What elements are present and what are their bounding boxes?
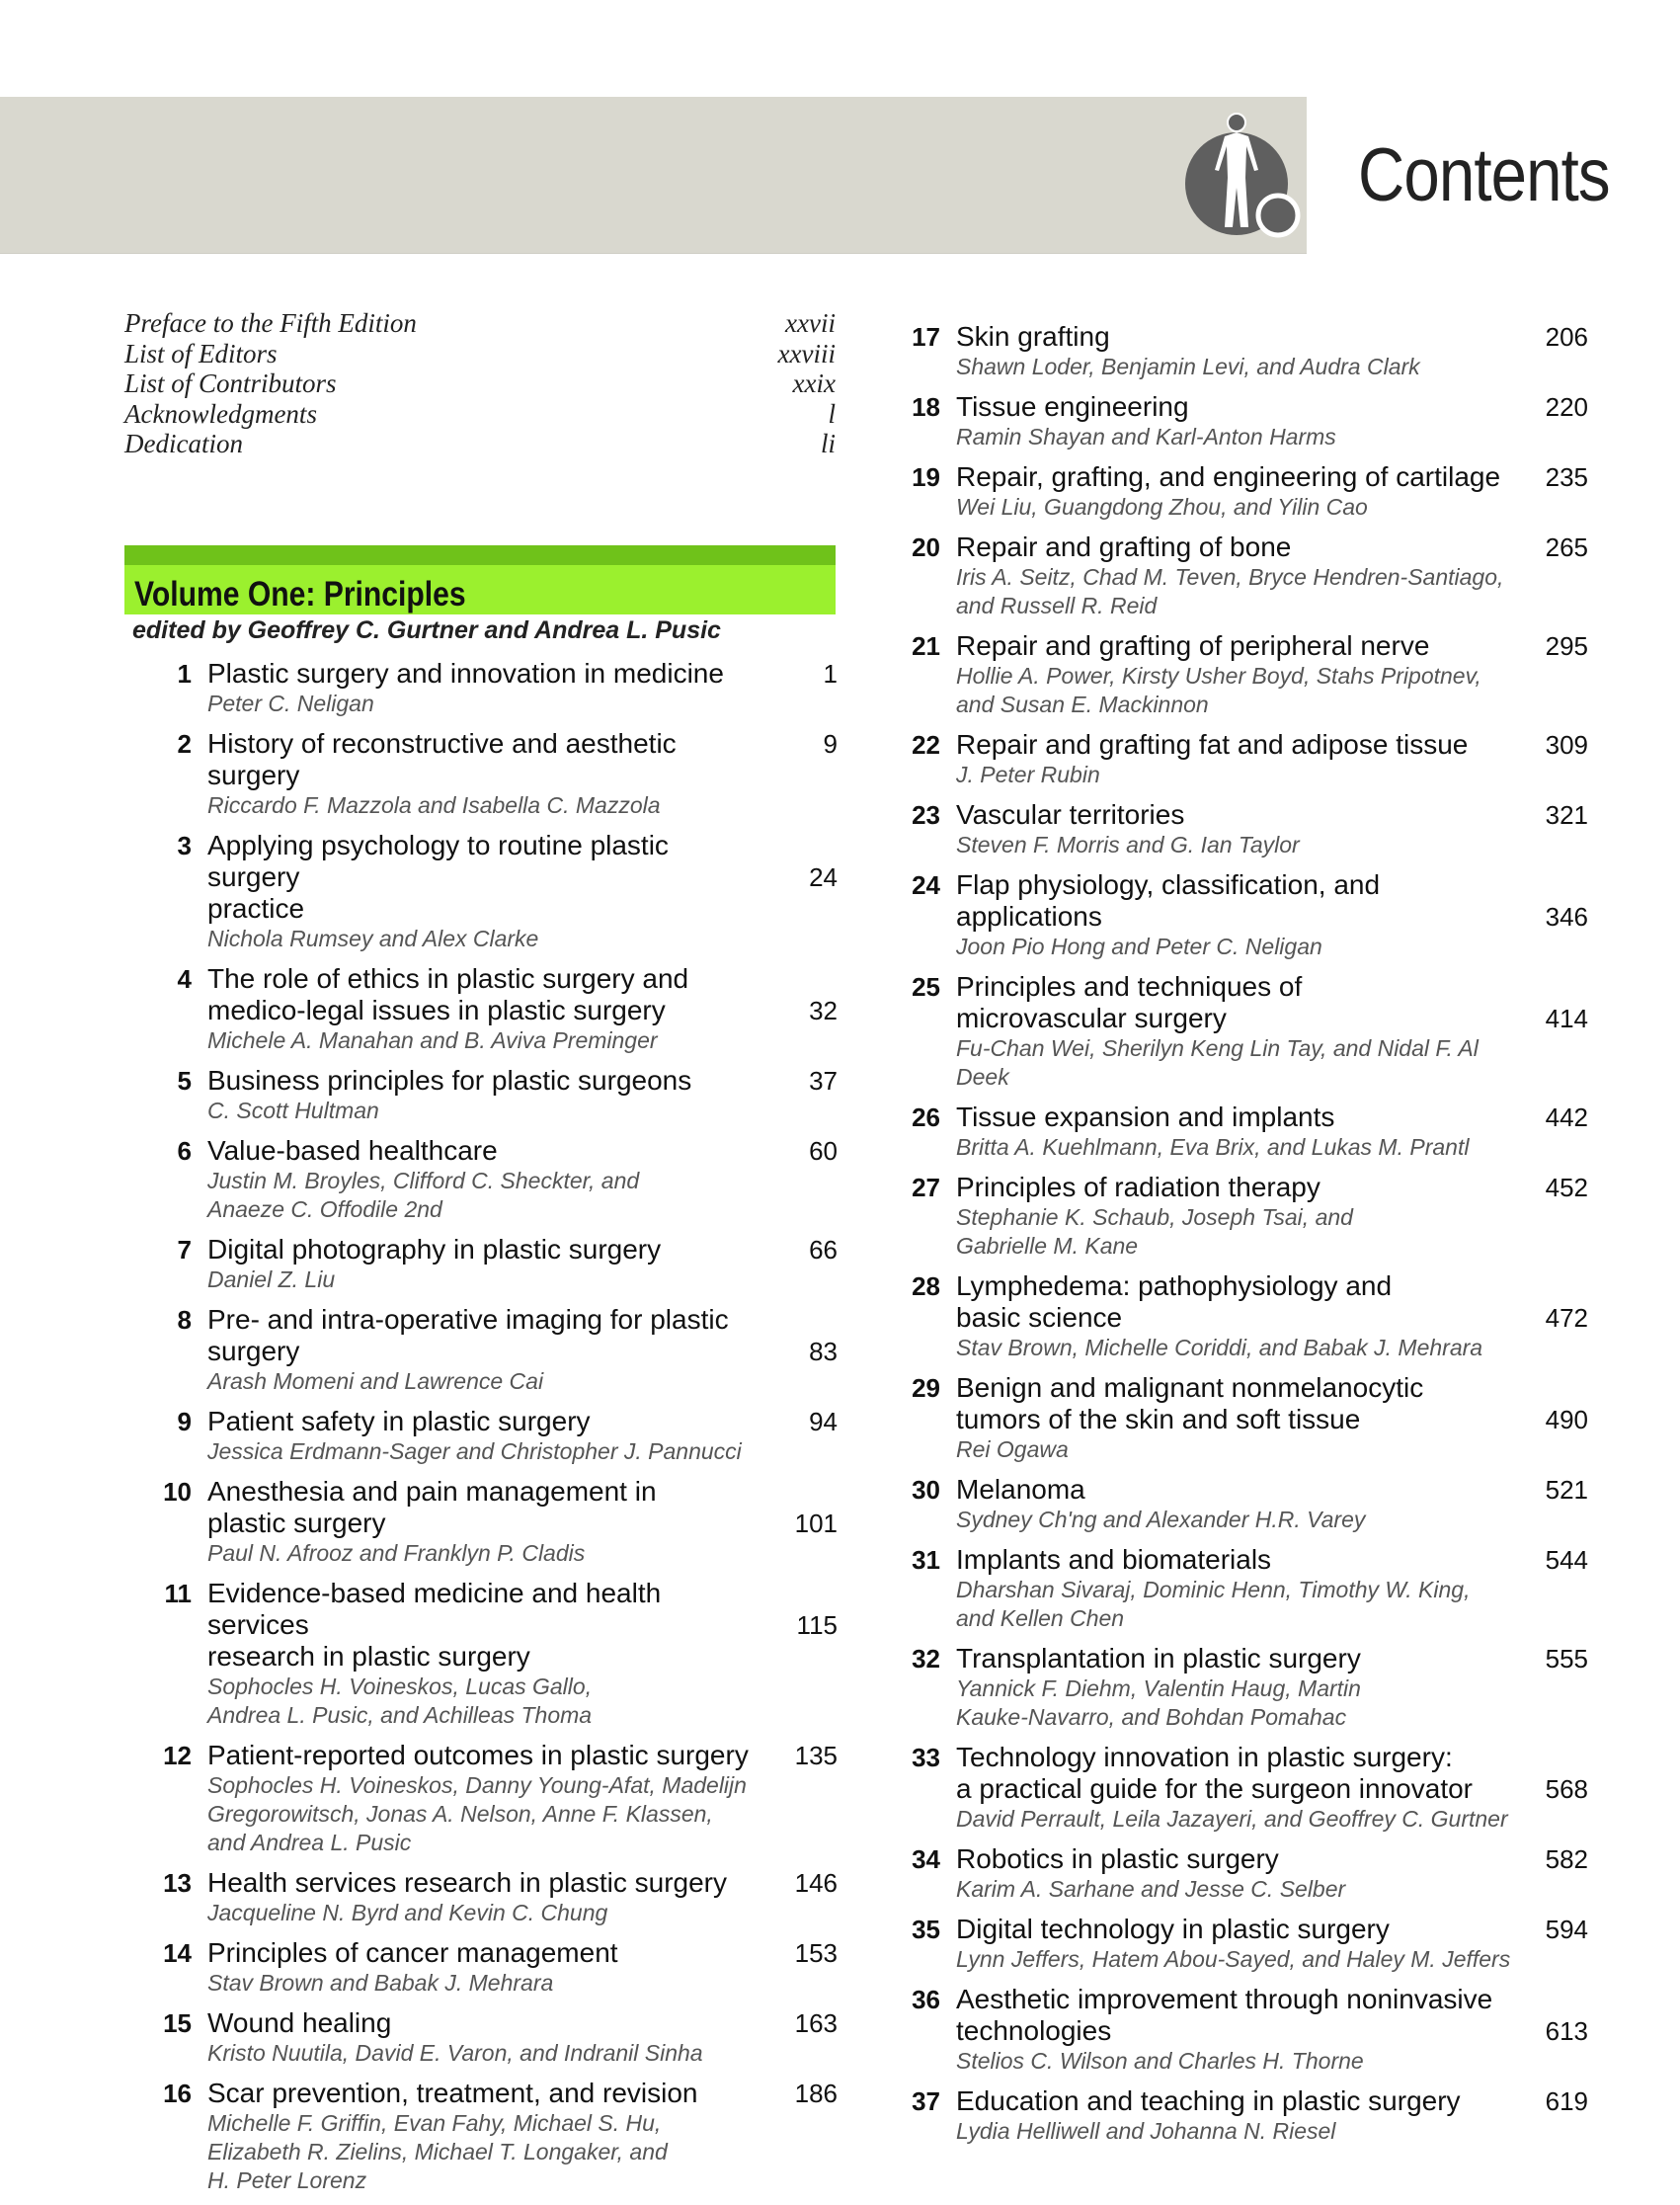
chapter-entry[interactable]	[907, 1544, 1588, 1633]
chapter-entry[interactable]	[158, 1740, 838, 1857]
front-matter-item[interactable]	[124, 339, 836, 369]
chapter-title: Pre- and intra-operative imaging for plastic	[207, 1304, 729, 1335]
chapter-entry[interactable]	[158, 728, 838, 820]
chapter-page: 206	[1545, 322, 1588, 352]
chapter-title: research in plastic surgery	[207, 1641, 530, 1672]
chapter-entry[interactable]	[907, 729, 1588, 789]
chapter-page: 594	[1545, 1915, 1588, 1944]
front-matter-item[interactable]	[124, 308, 836, 339]
chapter-page: 295	[1545, 631, 1588, 661]
chapter-title: basic science	[956, 1302, 1123, 1333]
chapter-title: Principles of radiation therapy	[956, 1172, 1320, 1202]
chapter-title: Skin grafting	[956, 321, 1110, 352]
front-matter-page: xxviii	[777, 338, 836, 368]
chapter-page: 24	[809, 862, 838, 892]
chapter-authors: Britta A. Kuehlmann, Eva Brix, and Lukas M. Prantl	[956, 1134, 1470, 1160]
chapter-page: 101	[794, 1509, 838, 1538]
chapter-authors: Ramin Shayan and Karl-Anton Harms	[956, 424, 1336, 449]
chapter-authors: Lydia Helliwell and Johanna N. Riesel	[956, 2118, 1336, 2144]
chapter-title: Vascular territories	[956, 799, 1185, 830]
chapter-authors: H. Peter Lorenz	[207, 2167, 367, 2193]
chapter-authors: Justin M. Broyles, Clifford C. Sheckter, and	[207, 1168, 640, 1193]
chapter-authors: Iris A. Seitz, Chad M. Teven, Bryce Hendren-Santiago,	[956, 564, 1504, 590]
chapter-authors: and Russell R. Reid	[956, 593, 1158, 618]
chapter-number: 2	[177, 729, 192, 759]
chapter-title: plastic surgery	[207, 1508, 386, 1538]
chapter-page: 346	[1545, 902, 1588, 932]
chapter-page: 220	[1545, 392, 1588, 422]
chapter-title: Implants and biomaterials	[956, 1544, 1272, 1575]
chapter-number: 26	[912, 1102, 940, 1132]
chapter-number: 6	[177, 1136, 192, 1166]
chapter-entry[interactable]	[907, 531, 1588, 620]
chapter-authors: Wei Liu, Guangdong Zhou, and Yilin Cao	[956, 494, 1368, 520]
chapter-entry[interactable]	[907, 1914, 1588, 1974]
chapter-number: 35	[912, 1915, 940, 1944]
chapter-number: 31	[912, 1545, 940, 1575]
chapter-number: 4	[177, 964, 192, 994]
chapter-page: 115	[796, 1610, 838, 1640]
chapter-title: The role of ethics in plastic surgery and	[207, 963, 689, 994]
chapter-page: 135	[794, 1741, 838, 1770]
chapter-entry[interactable]	[907, 630, 1588, 719]
chapter-number: 5	[177, 1066, 192, 1096]
chapter-entry[interactable]	[907, 1643, 1588, 1732]
chapter-number: 37	[912, 2086, 940, 2116]
front-matter-page: xxvii	[785, 308, 836, 338]
chapter-entry[interactable]	[907, 1984, 1588, 2076]
front-matter-label: Preface to the Fifth Edition	[124, 308, 417, 338]
chapter-authors: Michelle F. Griffin, Evan Fahy, Michael S. Hu,	[207, 2110, 662, 2136]
chapter-entry[interactable]	[907, 1172, 1588, 1261]
front-matter-list	[124, 308, 836, 459]
chapter-authors: and Susan E. Mackinnon	[956, 692, 1209, 717]
chapter-number: 7	[177, 1235, 192, 1265]
chapter-number: 16	[163, 2079, 192, 2108]
chapter-entry[interactable]	[158, 1135, 838, 1224]
chapter-authors: Stav Brown and Babak J. Mehrara	[207, 1970, 554, 1996]
chapter-entry[interactable]	[907, 971, 1588, 1092]
chapter-entry[interactable]	[907, 1843, 1588, 1904]
chapter-entry[interactable]	[158, 1578, 838, 1730]
chapter-authors: Peter C. Neligan	[207, 691, 374, 716]
human-figure-logo-icon	[1181, 109, 1304, 239]
chapter-page: 1	[823, 659, 838, 689]
chapter-authors: Jessica Erdmann-Sager and Christopher J. Pannucci	[207, 1438, 742, 1464]
chapter-page: 60	[809, 1136, 838, 1166]
chapter-title: Technology innovation in plastic surgery:	[956, 1742, 1453, 1772]
chapter-title: practice	[207, 893, 305, 924]
chapter-authors: Joon Pio Hong and Peter C. Neligan	[956, 934, 1322, 959]
chapter-authors: Yannick F. Diehm, Valentin Haug, Martin	[956, 1675, 1361, 1701]
chapter-page: 235	[1545, 462, 1588, 492]
chapter-authors: Sydney Ch'ng and Alexander H.R. Varey	[956, 1507, 1366, 1532]
front-matter-page: xxix	[792, 368, 836, 398]
chapter-entry[interactable]	[907, 461, 1588, 522]
chapter-authors: Riccardo F. Mazzola and Isabella C. Mazzola	[207, 792, 661, 818]
front-matter-label: Acknowledgments	[124, 398, 317, 429]
chapter-number: 34	[912, 1844, 940, 1874]
chapter-title: applications	[956, 901, 1102, 932]
chapter-title: Patient safety in plastic surgery	[207, 1406, 591, 1436]
chapters-column-left	[158, 658, 838, 2205]
front-matter-item[interactable]	[124, 429, 836, 459]
chapter-entry[interactable]	[158, 963, 838, 1055]
chapter-entry[interactable]	[158, 1867, 838, 1927]
chapter-title: Tissue engineering	[956, 391, 1189, 422]
chapter-title: Plastic surgery and innovation in medicine	[207, 658, 724, 689]
chapter-entry[interactable]	[158, 830, 838, 953]
chapter-number: 17	[912, 322, 940, 352]
chapter-title: Scar prevention, treatment, and revision	[207, 2078, 698, 2108]
chapter-authors: Sophocles H. Voineskos, Lucas Gallo,	[207, 1674, 593, 1699]
chapter-authors: and Kellen Chen	[956, 1605, 1125, 1631]
chapter-title: Business principles for plastic surgeons	[207, 1065, 692, 1096]
chapter-authors: Kristo Nuutila, David E. Varon, and Indranil Sinha	[207, 2040, 703, 2066]
chapter-authors: Shawn Loder, Benjamin Levi, and Audra Clark	[956, 354, 1420, 379]
chapter-authors: Anaeze C. Offodile 2nd	[207, 1196, 442, 1222]
chapter-title: Melanoma	[956, 1474, 1085, 1505]
chapter-authors: Lynn Jeffers, Hatem Abou-Sayed, and Haley M. Jeffers	[956, 1946, 1511, 1972]
chapter-authors: Rei Ogawa	[956, 1436, 1069, 1462]
chapter-number: 14	[163, 1938, 192, 1968]
page-title: Contents	[1358, 133, 1610, 217]
chapter-entry[interactable]	[158, 2007, 838, 2068]
chapter-page: 613	[1545, 2016, 1588, 2046]
chapter-entry[interactable]	[907, 1742, 1588, 1834]
chapter-page: 146	[794, 1868, 838, 1898]
chapter-entry[interactable]	[907, 391, 1588, 451]
chapter-entry[interactable]	[907, 1372, 1588, 1464]
chapter-title: Applying psychology to routine plastic surgery	[207, 830, 669, 892]
chapter-page: 83	[809, 1337, 838, 1366]
chapters-column-right	[907, 321, 1588, 2156]
chapter-page: 309	[1545, 730, 1588, 760]
chapter-page: 414	[1545, 1004, 1588, 1033]
chapter-number: 13	[163, 1868, 192, 1898]
chapter-authors: Steven F. Morris and G. Ian Taylor	[956, 832, 1300, 858]
chapter-title: Anesthesia and pain management in	[207, 1476, 657, 1507]
chapter-number: 22	[912, 730, 940, 760]
chapter-entry[interactable]	[158, 2078, 838, 2195]
chapter-authors: Stav Brown, Michelle Coriddi, and Babak J. Mehrara	[956, 1335, 1483, 1360]
chapter-title: Value-based healthcare	[207, 1135, 498, 1166]
chapter-entry[interactable]	[907, 799, 1588, 859]
chapter-number: 8	[177, 1305, 192, 1335]
chapter-page: 555	[1545, 1644, 1588, 1674]
chapter-page: 568	[1545, 1774, 1588, 1804]
chapter-authors: Stelios C. Wilson and Charles H. Thorne	[956, 2048, 1364, 2074]
chapter-number: 19	[912, 462, 940, 492]
chapter-page: 521	[1545, 1475, 1588, 1505]
chapter-authors: Michele A. Manahan and B. Aviva Preminger	[207, 1027, 658, 1053]
chapter-title: Tissue expansion and implants	[956, 1102, 1335, 1132]
chapter-title: tumors of the skin and soft tissue	[956, 1404, 1361, 1434]
chapter-title: Wound healing	[207, 2007, 392, 2038]
chapter-entry[interactable]	[907, 1270, 1588, 1362]
chapter-page: 472	[1545, 1303, 1588, 1333]
chapter-authors: Arash Momeni and Lawrence Cai	[207, 1368, 544, 1394]
chapter-title: Digital technology in plastic surgery	[956, 1914, 1390, 1944]
chapter-authors: Gregorowitsch, Jonas A. Nelson, Anne F. Klassen,	[207, 1801, 713, 1827]
chapter-authors: Andrea L. Pusic, and Achilleas Thoma	[207, 1702, 593, 1728]
chapter-authors: Jacqueline N. Byrd and Kevin C. Chung	[207, 1900, 608, 1925]
chapter-entry[interactable]	[907, 1102, 1588, 1162]
chapter-page: 619	[1545, 2086, 1588, 2116]
volume-header	[124, 545, 836, 614]
chapter-entry[interactable]	[158, 1065, 838, 1125]
chapter-authors: Gabrielle M. Kane	[956, 1233, 1139, 1259]
chapter-entry[interactable]	[158, 1937, 838, 1998]
chapter-entry[interactable]	[907, 1474, 1588, 1534]
chapter-title: Lymphedema: pathophysiology and	[956, 1270, 1393, 1301]
chapter-title: a practical guide for the surgeon innovator	[956, 1773, 1473, 1804]
chapter-number: 24	[912, 870, 940, 900]
chapter-title: Robotics in plastic surgery	[956, 1843, 1279, 1874]
chapter-title: Repair and grafting of peripheral nerve	[956, 630, 1430, 661]
front-matter-item[interactable]	[124, 399, 836, 430]
chapter-authors: Nichola Rumsey and Alex Clarke	[207, 926, 539, 951]
chapter-number: 10	[163, 1477, 192, 1507]
chapter-entry[interactable]	[907, 869, 1588, 961]
chapter-title: Flap physiology, classification, and	[956, 869, 1381, 900]
chapter-entry[interactable]	[907, 321, 1588, 381]
chapter-number: 23	[912, 800, 940, 830]
chapter-number: 29	[912, 1373, 940, 1403]
chapter-number: 15	[163, 2008, 192, 2038]
chapter-number: 12	[163, 1741, 192, 1770]
chapter-number: 33	[912, 1743, 940, 1772]
chapter-authors: Hollie A. Power, Kirsty Usher Boyd, Stahs Pripotnev,	[956, 663, 1481, 689]
chapter-title: medico-legal issues in plastic surgery	[207, 995, 666, 1025]
chapter-page: 321	[1545, 800, 1588, 830]
chapter-title: Repair and grafting fat and adipose tissue	[956, 729, 1469, 760]
chapter-page: 544	[1545, 1545, 1588, 1575]
chapter-entry[interactable]	[907, 2085, 1588, 2146]
chapter-number: 32	[912, 1644, 940, 1674]
chapter-authors: Karim A. Sarhane and Jesse C. Selber	[956, 1876, 1346, 1902]
chapter-entry[interactable]	[158, 1304, 838, 1396]
chapter-number: 21	[912, 631, 940, 661]
chapter-title: Transplantation in plastic surgery	[956, 1643, 1361, 1674]
chapter-page: 490	[1545, 1405, 1588, 1434]
chapter-authors: Paul N. Afrooz and Franklyn P. Cladis	[207, 1540, 586, 1566]
chapter-authors: Daniel Z. Liu	[207, 1266, 336, 1292]
chapter-number: 28	[912, 1271, 940, 1301]
chapter-authors: C. Scott Hultman	[207, 1098, 379, 1123]
chapter-page: 442	[1545, 1102, 1588, 1132]
chapter-number: 1	[177, 659, 192, 689]
chapter-page: 265	[1545, 532, 1588, 562]
chapter-number: 18	[912, 392, 940, 422]
chapter-authors: Fu-Chan Wei, Sherilyn Keng Lin Tay, and Nidal F. Al Deek	[956, 1035, 1479, 1090]
chapter-title: Principles and techniques of	[956, 971, 1303, 1002]
volume-title: Volume One: Principles	[134, 575, 466, 613]
volume-editors: edited by Geoffrey C. Gurtner and Andrea L. Pusic	[132, 616, 721, 644]
chapter-authors: Elizabeth R. Zielins, Michael T. Longaker, and	[207, 2139, 668, 2164]
chapter-number: 25	[912, 972, 940, 1002]
chapter-title: Education and teaching in plastic surgery	[956, 2085, 1461, 2116]
chapter-number: 3	[177, 831, 192, 860]
chapter-page: 153	[794, 1938, 838, 1968]
chapter-title: Repair and grafting of bone	[956, 531, 1292, 562]
chapter-title: technologies	[956, 2015, 1112, 2046]
chapter-number: 9	[177, 1407, 192, 1436]
chapter-title: Repair, grafting, and engineering of cartilage	[956, 461, 1501, 492]
chapter-title: History of reconstructive and aesthetic surgery	[207, 728, 677, 790]
chapter-entry[interactable]	[158, 1406, 838, 1466]
chapter-authors: Stephanie K. Schaub, Joseph Tsai, and	[956, 1204, 1353, 1230]
chapter-page: 37	[809, 1066, 838, 1096]
header-band	[0, 97, 1307, 254]
front-matter-label: Dedication	[124, 429, 243, 458]
chapter-title: surgery	[207, 1336, 300, 1366]
chapter-title: Benign and malignant nonmelanocytic	[956, 1372, 1424, 1403]
chapter-number: 27	[912, 1173, 940, 1202]
chapter-title: microvascular surgery	[956, 1003, 1227, 1033]
chapter-number: 11	[164, 1579, 192, 1608]
chapter-title: Evidence-based medicine and health services	[207, 1578, 662, 1640]
chapter-title: Principles of cancer management	[207, 1937, 618, 1968]
chapter-number: 30	[912, 1475, 940, 1505]
chapter-page: 66	[809, 1235, 838, 1265]
chapter-title: Aesthetic improvement through noninvasive	[956, 1984, 1493, 2014]
chapter-page: 32	[809, 996, 838, 1025]
chapter-entry[interactable]	[158, 1476, 838, 1568]
chapter-authors: and Andrea L. Pusic	[207, 1830, 412, 1855]
front-matter-label: List of Contributors	[124, 368, 337, 398]
chapter-authors: Dharshan Sivaraj, Dominic Henn, Timothy W. King,	[956, 1577, 1471, 1602]
chapter-page: 94	[809, 1407, 838, 1436]
chapter-entry[interactable]	[158, 658, 838, 718]
chapter-authors: Kauke-Navarro, and Bohdan Pomahac	[956, 1704, 1347, 1730]
chapter-title: Patient-reported outcomes in plastic surgery	[207, 1740, 749, 1770]
chapter-page: 9	[823, 729, 838, 759]
chapter-title: Health services research in plastic surgery	[207, 1867, 727, 1898]
chapter-number: 20	[912, 532, 940, 562]
front-matter-label: List of Editors	[124, 338, 278, 368]
chapter-page: 452	[1545, 1173, 1588, 1202]
chapter-title: Digital photography in plastic surgery	[207, 1234, 662, 1265]
chapter-page: 582	[1545, 1844, 1588, 1874]
chapter-number: 36	[912, 1985, 940, 2014]
chapter-entry[interactable]	[158, 1234, 838, 1294]
chapter-authors: Sophocles H. Voineskos, Danny Young-Afat, Madelijn	[207, 1772, 747, 1798]
chapter-authors: J. Peter Rubin	[956, 762, 1100, 787]
front-matter-page: li	[820, 429, 836, 458]
front-matter-page: l	[828, 398, 836, 429]
front-matter-item[interactable]	[124, 368, 836, 399]
chapter-page: 186	[794, 2079, 838, 2108]
chapter-page: 163	[794, 2008, 838, 2038]
chapter-authors: David Perrault, Leila Jazayeri, and Geoffrey C. Gurtner	[956, 1806, 1508, 1832]
